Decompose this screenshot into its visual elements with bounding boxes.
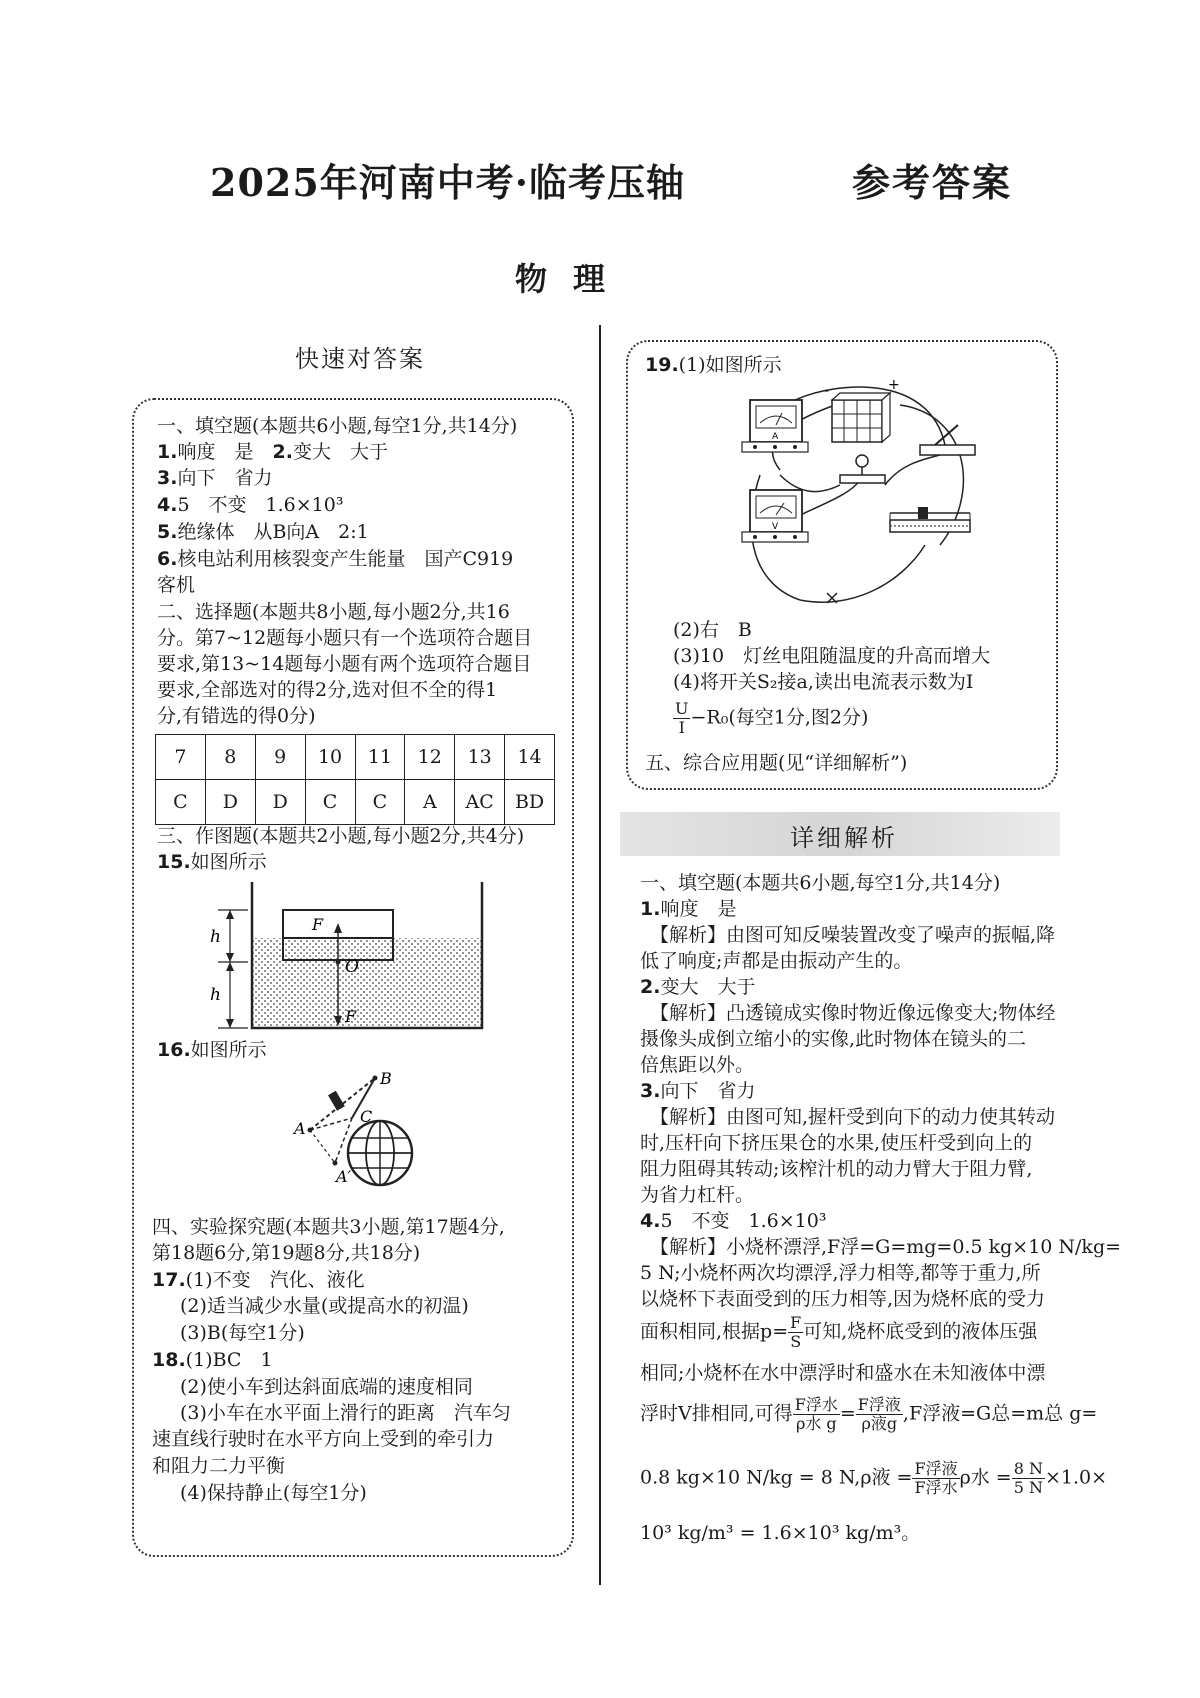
section-4-heading: 第18题6分,第19题8分,共18分) xyxy=(152,1242,421,1264)
table-cell: 9 xyxy=(255,735,305,780)
answer-line xyxy=(157,439,388,465)
table-cell: C xyxy=(355,780,405,825)
q-answer: 绝缘体 从B向A 2:1 xyxy=(177,521,369,543)
detail-line xyxy=(640,1208,826,1234)
table-cell: 7 xyxy=(156,735,206,780)
label-force-top: F xyxy=(312,915,324,934)
detail-line: 【解析】由图可知反噪装置改变了噪声的振幅,降 xyxy=(650,924,1056,946)
q-number: 1. xyxy=(157,441,178,463)
table-cell: 11 xyxy=(355,735,405,780)
q-number: 3. xyxy=(640,1080,661,1102)
answer-line xyxy=(645,352,782,378)
numerator: U xyxy=(675,699,689,718)
section-2-heading: 分。第7~12题每小题只有一个选项符合题目 xyxy=(157,627,533,649)
q-number: 3. xyxy=(157,467,178,489)
q-number: 4. xyxy=(640,1210,661,1232)
voltmeter-letter: V xyxy=(772,522,779,532)
detail-line: 摄像头成倒立缩小的实像,此时物体在镜头的二 xyxy=(640,1028,1027,1050)
denominator: 5 N xyxy=(1013,1478,1043,1497)
answer-line xyxy=(157,849,267,875)
quick-answers-title: 快速对答案 xyxy=(295,345,425,373)
denominator: S xyxy=(790,1332,802,1351)
q-answer: 如图所示 xyxy=(190,851,267,873)
fraction xyxy=(788,1314,803,1351)
choice-answer-table xyxy=(155,734,555,825)
q-answer: 向下 省力 xyxy=(177,467,273,489)
text: 可知,烧杯底受到的液体压强 xyxy=(803,1320,1038,1343)
text: ρ水 = xyxy=(959,1466,1012,1489)
circuit-diagram xyxy=(740,377,980,610)
section-2-heading: 二、选择题(本题共8小题,每小题2分,共16 xyxy=(157,601,510,623)
detail-line: 5 N;小烧杯两次均漂浮,浮力相等,都等于重力,所 xyxy=(640,1262,1041,1284)
q-number: 5. xyxy=(157,521,178,543)
table-row xyxy=(156,780,555,825)
numerator: F浮水 xyxy=(794,1395,838,1414)
detail-formula-line xyxy=(640,1460,1107,1497)
label-a: A xyxy=(294,1119,306,1138)
numerator: 8 N xyxy=(1013,1459,1043,1478)
answer-line: (2)适当减少水量(或提高水的初温) xyxy=(180,1295,469,1317)
label-force-bottom: F xyxy=(345,1007,357,1026)
q-number: 4. xyxy=(157,494,178,516)
detail-line: 【解析】小烧杯漂浮,F浮=G=mg=0.5 kg×10 N/kg= xyxy=(650,1236,1122,1258)
detail-line: 【解析】由图可知,握杆受到向下的动力使其转动 xyxy=(650,1106,1056,1128)
q-answer: 响度 是 xyxy=(177,441,254,463)
q-number: 1. xyxy=(640,898,661,920)
answer-line xyxy=(157,1037,267,1063)
text: 浮时V排相同,可得 xyxy=(640,1402,793,1425)
answer-line: (4)将开关S₂接a,读出电流表示数为I xyxy=(673,671,974,693)
answer-line: 客机 xyxy=(157,574,196,596)
text: ×1.0× xyxy=(1045,1466,1108,1489)
denominator: ρ水 g xyxy=(795,1414,837,1433)
numerator: F浮液 xyxy=(857,1395,901,1414)
answer-line xyxy=(157,546,513,572)
denominator: F浮水 xyxy=(914,1478,958,1497)
detail-line xyxy=(640,1078,755,1104)
table-cell: AC xyxy=(455,780,505,825)
table-cell: 14 xyxy=(505,735,555,780)
detail-line: 以烧杯下表面受到的压力相等,因为烧杯底的受力 xyxy=(640,1288,1046,1310)
answer-line xyxy=(157,492,343,518)
table-cell: BD xyxy=(505,780,555,825)
answer-line: 和阻力二力平衡 xyxy=(152,1455,286,1477)
section-1-heading: 一、填空题(本题共6小题,每空1分,共14分) xyxy=(157,415,518,437)
table-cell: 8 xyxy=(205,735,255,780)
text: 0.8 kg×10 N/kg = 8 N,ρ液 = xyxy=(640,1466,913,1489)
fraction xyxy=(1012,1460,1045,1497)
section-5-heading: 五、综合应用题(见“详细解析”) xyxy=(645,752,908,774)
answer-line: (3)10 灯丝电阻随温度的升高而增大 xyxy=(673,645,991,667)
q-number: 16. xyxy=(157,1039,191,1061)
table-cell: A xyxy=(405,780,455,825)
table-row xyxy=(156,735,555,780)
section-3-heading: 三、作图题(本题共2小题,每小题2分,共4分) xyxy=(157,825,525,847)
section-1-heading: 一、填空题(本题共6小题,每空1分,共14分) xyxy=(640,872,1001,894)
fraction xyxy=(673,700,690,737)
detail-title: 详细解析 xyxy=(790,824,898,852)
fraction xyxy=(912,1460,959,1497)
label-h: h xyxy=(210,985,221,1005)
q-answer: (1)不变 汽化、液化 xyxy=(185,1269,365,1291)
subject-title: 物理 xyxy=(515,260,632,298)
q-number: 15. xyxy=(157,851,191,873)
q-number: 19. xyxy=(645,354,679,376)
q-answer: (1)如图所示 xyxy=(678,354,782,376)
section-2-heading: 要求,第13~14题每小题有两个选项符合题目 xyxy=(157,653,532,675)
q-answer: 如图所示 xyxy=(190,1039,267,1061)
ammeter-icon xyxy=(742,400,808,452)
table-cell: 10 xyxy=(305,735,355,780)
q-answer: 5 不变 1.6×10³ xyxy=(177,494,344,516)
figure-16-diagram xyxy=(280,1068,440,1198)
detail-line: 10³ kg/m³ = 1.6×10³ kg/m³。 xyxy=(640,1522,921,1544)
answer-line xyxy=(152,1347,273,1373)
table-cell: C xyxy=(305,780,355,825)
detail-line: 相同;小烧杯在水中漂浮时和盛水在未知液体中漂 xyxy=(640,1362,1046,1384)
table-cell: C xyxy=(156,780,206,825)
answer-line xyxy=(152,1267,365,1293)
label-c: C xyxy=(360,1107,373,1126)
q-number: 18. xyxy=(152,1349,186,1371)
q-answer: 变大 大于 xyxy=(660,976,756,998)
formula-tail: −R₀(每空1分,图2分) xyxy=(690,706,869,729)
lamp-icon xyxy=(840,455,885,483)
minus-label: - xyxy=(824,383,830,399)
denominator: ρ液g xyxy=(861,1414,898,1433)
label-o: O xyxy=(345,957,359,977)
q-answer: 变大 大于 xyxy=(292,441,388,463)
numerator: F xyxy=(790,1313,802,1332)
q-number: 6. xyxy=(157,548,178,570)
detail-line: 低了响度;声都是由振动产生的。 xyxy=(640,950,913,972)
detail-line: 【解析】凸透镜成实像时物近像远像变大;物体经 xyxy=(650,1002,1056,1024)
answer-line: (2)右 B xyxy=(673,619,752,641)
fraction xyxy=(793,1396,840,1433)
q-number: 2. xyxy=(272,441,293,463)
detail-line: 为省力杠杆。 xyxy=(640,1184,755,1206)
table-cell: 12 xyxy=(405,735,455,780)
page-title: 2025年河南中考·临考压轴 xyxy=(210,160,685,205)
column-divider xyxy=(599,325,601,1585)
detail-line: 倍焦距以外。 xyxy=(640,1054,755,1076)
answer-formula xyxy=(673,700,868,737)
section-4-heading: 四、实验探究题(本题共3小题,第17题4分, xyxy=(152,1216,505,1238)
answer-line: (2)使小车到达斜面底端的速度相同 xyxy=(180,1376,473,1398)
q-number: 17. xyxy=(152,1269,186,1291)
fraction xyxy=(856,1396,903,1433)
switch-icon xyxy=(920,425,975,455)
q-number: 2. xyxy=(640,976,661,998)
text: ,F浮液=G总=m总 g= xyxy=(902,1402,1098,1425)
answer-line xyxy=(157,465,272,491)
detail-line: 时,压杆向下挤压果仓的水果,使压杆受到向上的 xyxy=(640,1132,1033,1154)
detail-line xyxy=(640,974,755,1000)
q-answer: 向下 省力 xyxy=(660,1080,756,1102)
label-a-prime: A′ xyxy=(336,1167,352,1186)
q-answer: 响度 是 xyxy=(660,898,737,920)
table-cell: 13 xyxy=(455,735,505,780)
answer-line: 速直线行驶时在水平方向上受到的牵引力 xyxy=(152,1428,495,1450)
label-h: h xyxy=(210,927,221,947)
q-answer: 核电站利用核裂变产生能量 国产C919 xyxy=(177,548,514,570)
detail-line xyxy=(640,896,736,922)
answer-line xyxy=(157,519,369,545)
numerator: F浮液 xyxy=(914,1459,958,1478)
detail-formula-line xyxy=(640,1314,1037,1351)
answer-line: (3)B(每空1分) xyxy=(180,1322,305,1344)
denominator: I xyxy=(678,718,685,737)
q-answer: 5 不变 1.6×10³ xyxy=(660,1210,827,1232)
section-2-heading: 要求,全部选对的得2分,选对但不全的得1 xyxy=(157,679,498,701)
label-b: B xyxy=(380,1069,392,1088)
ammeter-letter: A xyxy=(772,432,779,442)
table-cell: D xyxy=(255,780,305,825)
answer-label: 参考答案 xyxy=(852,160,1013,205)
text: 面积相同,根据p= xyxy=(640,1320,789,1343)
table-cell: D xyxy=(205,780,255,825)
section-2-heading: 分,有错选的得0分) xyxy=(157,705,316,727)
answer-line: (4)保持静止(每空1分) xyxy=(180,1482,367,1504)
plus-label: + xyxy=(888,377,900,393)
voltmeter-icon xyxy=(742,490,808,542)
detail-formula-line: 浮时V排相同,可得 $\frac{\text{F浮水}}{\text{ρ水 g}}$ = $\frac{\text{F浮液}}{\text{ρ液g}}$ ,F浮液=G总=m总 g= xyxy=(640,1395,1098,1433)
figure-15-diagram xyxy=(200,882,500,1032)
answer-line: (3)小车在水平面上滑行的距离 汽车匀 xyxy=(180,1402,511,1424)
detail-line: 阻力阻碍其转动;该榨汁机的动力臂大于阻力臂, xyxy=(640,1158,1033,1180)
q-answer: (1)BC 1 xyxy=(185,1349,273,1371)
